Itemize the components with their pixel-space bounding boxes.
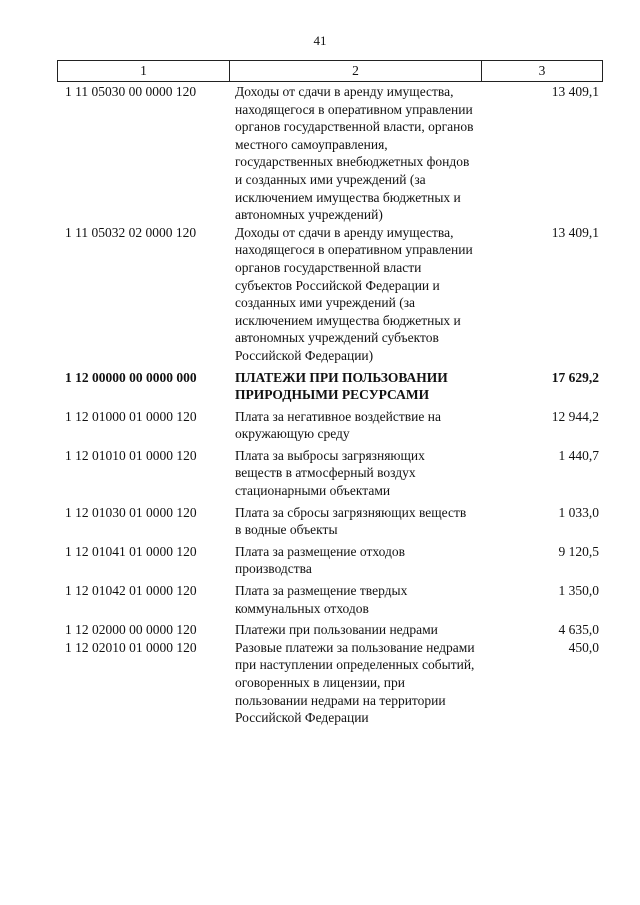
row-code: 1 11 05032 02 0000 120 [65, 224, 197, 240]
row-description: Плата за размещение твердых коммунальных отходов [235, 583, 408, 616]
row-description: Плата за выбросы загрязняющих веществ в атмосферный воздух стационарными объектами [235, 447, 425, 499]
row-description: ПЛАТЕЖИ ПРИ ПОЛЬЗОВАНИИ ПРИРОДНЫМИ РЕСУРСАМИ [235, 369, 448, 403]
row-code: 1 12 00000 00 0000 000 [65, 369, 197, 385]
row-amount: 13 409,1 [551, 224, 599, 240]
row-amount: 12 944,2 [551, 408, 599, 424]
row-code: 1 12 02000 00 0000 120 [65, 622, 197, 638]
row-code: 1 12 01000 01 0000 120 [65, 408, 197, 424]
row-code: 1 12 01010 01 0000 120 [65, 447, 197, 463]
row-description: Плата за негативное воздействие на окружающую среду [235, 408, 441, 442]
table-row [57, 447, 603, 500]
row-code: 1 12 02010 01 0000 120 [65, 639, 197, 655]
column-header-2: 2 [230, 61, 482, 81]
row-description: Плата за сбросы загрязняющих веществ в водные объекты [235, 504, 467, 538]
table-row [57, 621, 603, 639]
table-row-section [57, 369, 603, 404]
row-description: Доходы от сдачи в аренду имущества, находящегося в оперативном управлении органов государственной власти субъектов Российской Федерации и созданных ими учреждений (за исключением имущества бюджетных и автономных учреждений субъектов Российской Федерации) [235, 224, 473, 363]
row-amount: 4 635,0 [558, 622, 599, 638]
row-description: Разовые платежи за пользование недрами при наступлении определенных событий, оговоренных в лицензии, при пользовании недрами на территории Российской Федерации [235, 639, 475, 726]
table-row [57, 639, 603, 727]
row-amount: 1 350,0 [558, 583, 599, 599]
row-amount: 1 440,7 [558, 447, 599, 463]
table-row [57, 83, 603, 224]
table-header [57, 60, 603, 82]
column-header-3: 3 [538, 63, 546, 78]
table-row [57, 582, 603, 617]
table-row [57, 543, 603, 578]
row-amount: 450,0 [568, 639, 599, 655]
row-amount: 1 033,0 [558, 504, 599, 520]
table-row [57, 504, 603, 539]
row-description: Платежи при пользовании недрами [235, 622, 438, 638]
row-code: 1 12 01041 01 0000 120 [65, 543, 197, 559]
row-description: Плата за размещение отходов производства [235, 543, 405, 577]
row-amount: 17 629,2 [551, 369, 599, 385]
page-number: 41 [313, 33, 327, 48]
table-body [57, 83, 603, 727]
column-header-1: 1 [58, 61, 230, 81]
row-code: 1 12 01030 01 0000 120 [65, 504, 197, 520]
row-code: 1 12 01042 01 0000 120 [65, 583, 197, 599]
row-description: Доходы от сдачи в аренду имущества, находящегося в оперативном управлении органов государственной власти, органов местного самоуправления, государственных внебюджетных фондов и созданных ими учреждений (за исключением имущества бюджетных и автономных учреждений) [235, 84, 474, 223]
row-amount: 9 120,5 [558, 543, 599, 559]
row-code: 1 11 05030 00 0000 120 [65, 84, 197, 99]
table-row [57, 224, 603, 365]
table-row [57, 408, 603, 443]
row-amount: 13 409,1 [551, 84, 599, 99]
